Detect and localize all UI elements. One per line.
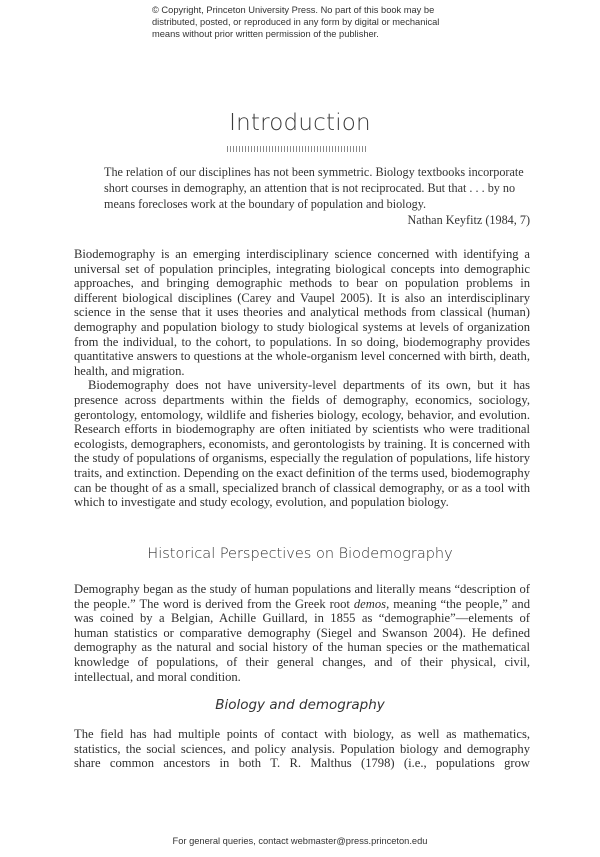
biology-body [74, 727, 530, 771]
chapter-title: Introduction [229, 110, 371, 136]
subsection-heading-biology: Biology and demography [215, 697, 385, 713]
historical-body [74, 582, 530, 684]
italic-term-demos: demos [353, 596, 387, 611]
intro-body [74, 247, 530, 510]
section-heading-historical: Historical Perspectives on Biodemography [147, 546, 453, 562]
epigraph-attribution: Nathan Keyfitz (1984, 7) [407, 213, 530, 227]
historical-paragraph [74, 582, 530, 684]
epigraph [104, 164, 530, 228]
copyright-notice: © Copyright, Princeton University Press. No part of this book may be distributed, posted, or reproduced in any form by digital or mechanical means without prior written permission of the publisher. [152, 5, 440, 39]
footer-contact: For general queries, contact webmaster@press.princeton.edu [172, 836, 428, 846]
epigraph-quote: The relation of our disciplines has not been symmetric. Biology textbooks incorporate short courses in demography, an attention that is not reciprocated. But that . . . by no means forecloses work at the boundary of population and biology. [104, 165, 524, 211]
text-segment: Demography began as the study of human populations and literally means “description of the people.” The word is derived from the Greek root [74, 582, 530, 611]
biology-paragraph: The field has had multiple points of contact with biology, as well as mathematics, statistics, the social sciences, and policy analysis. Population biology and demography share common ancestors in both T. R. Malthus (1798) (i.e., populations grow [74, 727, 530, 771]
title-ornament-rule [227, 146, 366, 152]
text-segment: , meaning “the people,” and was coined by a Belgian, Achille Guillard, in 1855 as “demographie”—elements of human statistics or comparative demography (Siegel and Swanson 2004). He defined demography as the natural and social history of the human species or the mathematical knowledge of populations, of their general changes, and of their physical, civil, intellectual, and moral condition. [74, 596, 530, 684]
intro-paragraph-2: Biodemography does not have university-level departments of its own, but it has presence across departments within the fields of demography, economics, sociology, gerontology, entomology, wildlife and fisheries biology, ecology, behavior, and evolution. Research efforts in biodemography are often initiated by scientists who were traditional ecologists, demographers, economists, and gerontologists by training. It is concerned with the study of populations of organisms, especially the regulation of populations, life history traits, and extinction. Depending on the exact definition of the terms used, biodemography can be thought of as a small, specialized branch of classical demography, or as a tool with which to investigate and study ecology, evolution, and population biology. [74, 378, 530, 510]
intro-paragraph-1: Biodemography is an emerging interdisciplinary science concerned with identifying a universal set of population principles, integrating biological concepts into demographic approaches, and bringing demographic methods to bear on population problems in different biological disciplines (Carey and Vaupel 2005). It is also an interdisciplinary science in the sense that it uses theories and analytical methods from classical (human) demography and population biology to study biological systems at levels of organization from the individual, to the cohort, to populations. In so doing, biodemography provides quantitative answers to questions at the whole-organism level concerned with birth, death, health, and migration. [74, 247, 530, 378]
